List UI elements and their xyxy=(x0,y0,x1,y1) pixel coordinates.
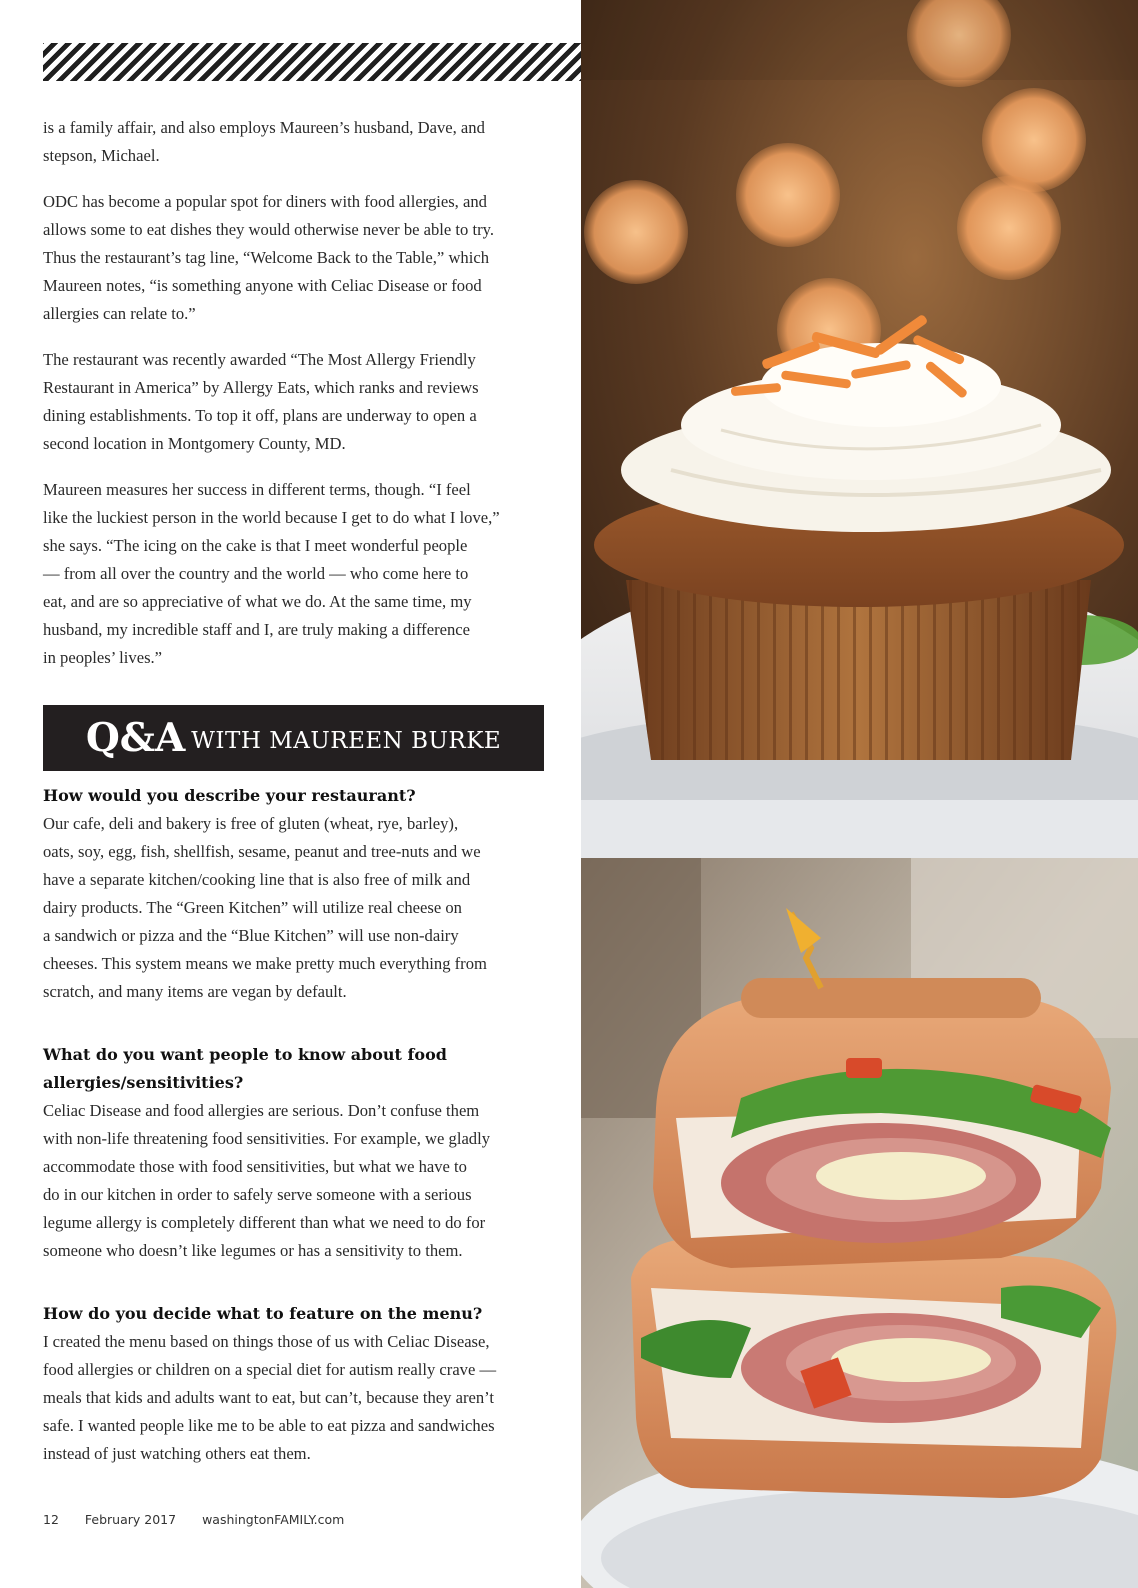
answer-line: accommodate those with food sensitivities, but what we have to xyxy=(43,1157,467,1176)
paragraph-award xyxy=(43,346,548,458)
qa-item-1 xyxy=(43,782,548,1006)
question: How do you decide what to feature on the menu? xyxy=(43,1304,483,1323)
paragraph-line: like the luckiest person in the world because I get to do what I love,” xyxy=(43,508,500,527)
article-intro xyxy=(43,114,548,170)
answer-line: have a separate kitchen/cooking line that is also free of milk and xyxy=(43,870,471,889)
answer-line: Our cafe, deli and bakery is free of gluten (wheat, rye, barley), xyxy=(43,814,459,833)
page-footer xyxy=(43,1512,366,1527)
answer-line: someone who doesn’t like legumes or has a sensitivity to them. xyxy=(43,1241,463,1260)
qa-banner-subtitle: WITH MAUREEN BURKE xyxy=(191,728,502,754)
answer-line: a sandwich or pizza and the “Blue Kitchen” will use non-dairy xyxy=(43,926,459,945)
paragraph-line: dining establishments. To top it off, plans are underway to open a xyxy=(43,406,477,425)
answer-line: dairy products. The “Green Kitchen” will utilize real cheese on xyxy=(43,898,462,917)
question: allergies/sensitivities? xyxy=(43,1073,244,1092)
paragraph-line: Maureen notes, “is something anyone with Celiac Disease or food xyxy=(43,276,482,295)
paragraph-line: allergies can relate to.” xyxy=(43,304,196,323)
answer-line: safe. I wanted people like me to be able to eat pizza and sandwiches xyxy=(43,1416,495,1435)
answer-line: instead of just watching others eat them. xyxy=(43,1444,311,1463)
answer-line: scratch, and many items are vegan by default. xyxy=(43,982,347,1001)
paragraph-success xyxy=(43,476,548,672)
paragraph-line: second location in Montgomery County, MD. xyxy=(43,434,346,453)
paragraph-line: Thus the restaurant’s tag line, “Welcome Back to the Table,” which xyxy=(43,248,489,267)
answer-line: Celiac Disease and food allergies are serious. Don’t confuse them xyxy=(43,1101,480,1120)
page-number: 12 xyxy=(43,1512,59,1527)
answer-line: oats, soy, egg, fish, shellfish, sesame, peanut and tree-nuts and we xyxy=(43,842,481,861)
answer-line: food allergies or children on a special diet for autism really crave — xyxy=(43,1360,497,1379)
answer-line: cheeses. This system means we make pretty much everything from xyxy=(43,954,487,973)
answer-line: with non-life threatening food sensitivities. For example, we gladly xyxy=(43,1129,491,1148)
paragraph-line: allows some to eat dishes they would otherwise never be able to try. xyxy=(43,220,494,239)
paragraph-line: ODC has become a popular spot for diners with food allergies, and xyxy=(43,192,487,211)
answer-line: do in our kitchen in order to safely serve someone with a serious xyxy=(43,1185,472,1204)
answer-line: meals that kids and adults want to eat, but can’t, because they aren’t xyxy=(43,1388,494,1407)
cupcake-photo xyxy=(581,0,1138,858)
paragraph-line: The restaurant was recently awarded “The Most Allergy Friendly xyxy=(43,350,476,369)
paragraph-line: she says. “The icing on the cake is that I meet wonderful people xyxy=(43,536,468,555)
qa-banner xyxy=(43,705,544,771)
paragraph-line: — from all over the country and the world — who come here to xyxy=(43,564,469,583)
answer-line: legume allergy is completely different than what we need to do for xyxy=(43,1213,486,1232)
qa-banner-title: Q&A xyxy=(85,715,186,761)
website-link[interactable]: washingtonFAMILY.com xyxy=(202,1512,345,1527)
paragraph-line: in peoples’ lives.” xyxy=(43,648,163,667)
paragraph-line: Restaurant in America” by Allergy Eats, which ranks and reviews xyxy=(43,378,479,397)
answer-line: I created the menu based on things those of us with Celiac Disease, xyxy=(43,1332,490,1351)
paragraph-line: eat, and are so appreciative of what we do. At the same time, my xyxy=(43,592,472,611)
paragraph-allergies xyxy=(43,188,548,328)
question: What do you want people to know about food xyxy=(43,1045,447,1064)
question: How would you describe your restaurant? xyxy=(43,786,416,805)
issue-date: February 2017 xyxy=(84,1512,177,1527)
qa-item-2 xyxy=(43,1041,548,1265)
sandwich-photo xyxy=(581,858,1138,1588)
qa-item-3 xyxy=(43,1300,548,1468)
paragraph-line: Maureen measures her success in different terms, though. “I feel xyxy=(43,480,471,499)
paragraph-line: stepson, Michael. xyxy=(43,146,160,165)
paragraph-line: husband, my incredible staff and I, are truly making a difference xyxy=(43,620,470,639)
paragraph-line: is a family affair, and also employs Maureen’s husband, Dave, and xyxy=(43,118,485,137)
